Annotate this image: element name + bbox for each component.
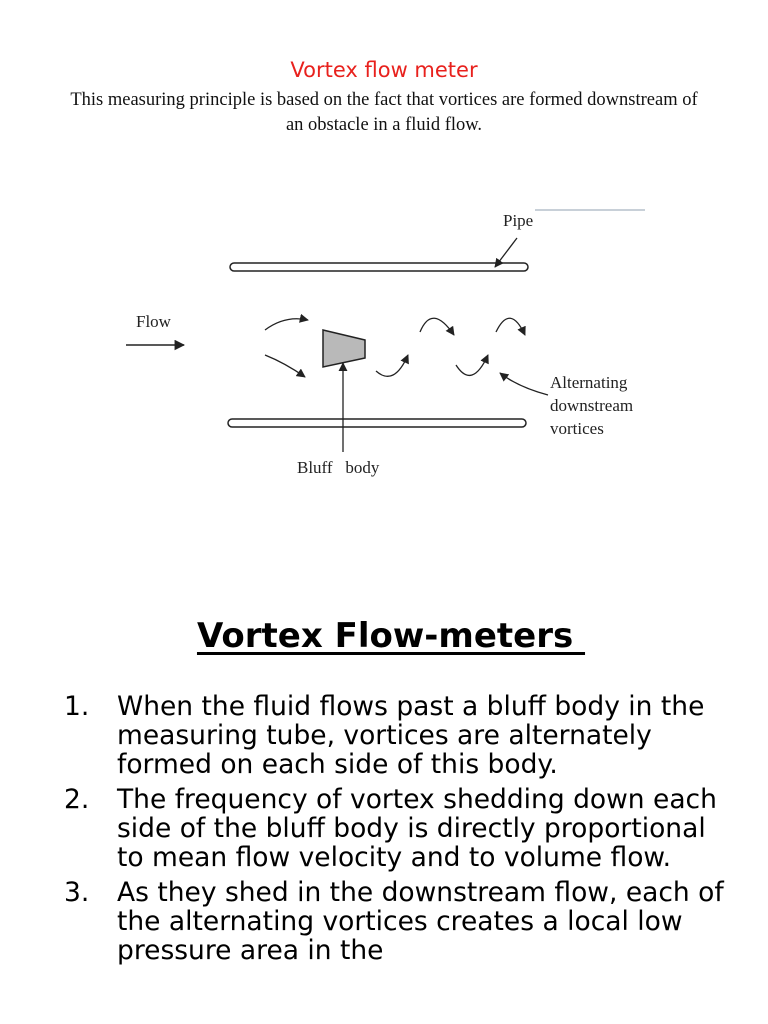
- pipe-label: Pipe: [503, 211, 534, 230]
- bluff-body-label: Bluff body: [297, 458, 380, 477]
- list-item: [64, 692, 734, 779]
- vortex-diagram: [110, 195, 670, 495]
- bluff-body: [323, 330, 365, 367]
- list-item-number: 1.: [64, 691, 90, 722]
- list-item-text: When the fluid flows past a bluff body in the measuring tube, vortices are alternately formed on each side of this body.: [117, 691, 705, 780]
- points-list: [64, 692, 734, 971]
- pipe-top-wall: [230, 263, 528, 271]
- list-item-number: 2.: [64, 784, 90, 815]
- vortices-label-line1: Alternating: [550, 373, 628, 392]
- list-item-text: The frequency of vortex shedding down each side of the bluff body is directly proportional to mean flow velocity and to volume flow.: [117, 784, 717, 873]
- vortex-4: [496, 318, 525, 335]
- section-heading: Vortex Flow-meters: [196, 616, 586, 656]
- flow-curve-lower: [265, 355, 305, 377]
- vortex-1: [376, 355, 408, 376]
- list-item-number: 3.: [64, 877, 90, 908]
- list-item-text: As they shed in the downstream flow, each of the alternating vortices creates a local low pressure area in the: [117, 877, 724, 966]
- vortices-pointer: [500, 373, 548, 395]
- vortex-2: [420, 318, 454, 335]
- flow-curve-upper: [265, 319, 308, 330]
- pipe-bottom-wall: [228, 419, 526, 427]
- vortices-label-line2: downstream: [550, 396, 634, 415]
- vortices-label-line3: vortices: [550, 419, 604, 438]
- list-item: [64, 785, 734, 872]
- page-title: Vortex flow meter: [290, 58, 478, 82]
- flow-label: Flow: [136, 312, 171, 331]
- intro-text: This measuring principle is based on the fact that vortices are formed downstream of an obstacle in a fluid flow.: [70, 90, 698, 135]
- vortex-3: [456, 355, 488, 375]
- list-item: [64, 878, 734, 965]
